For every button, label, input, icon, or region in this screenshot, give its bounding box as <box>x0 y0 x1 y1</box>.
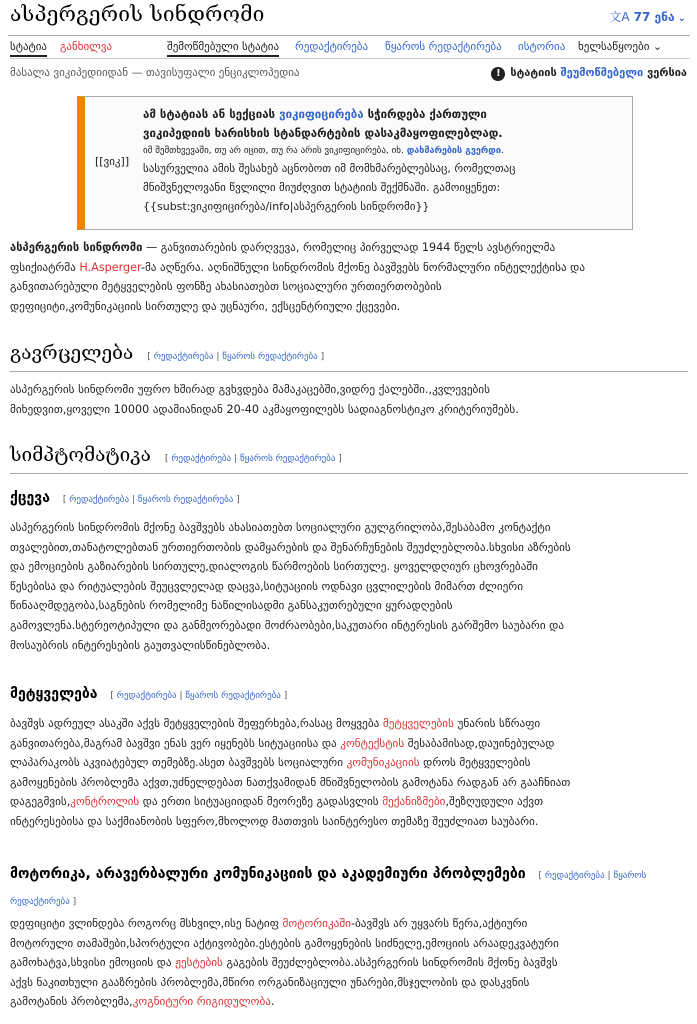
edit-source-link[interactable]: წყაროს რედაქტირება <box>137 495 234 505</box>
section-edit-links: [ რედაქტირება | წყაროს რედაქტირება ] <box>147 352 325 362</box>
motor-link[interactable]: მოტორიკაში <box>282 917 351 930</box>
communication-link[interactable]: კომუნიკაციის <box>346 756 420 770</box>
mechanisms-link[interactable]: მექანიზმები <box>382 795 446 809</box>
language-selector[interactable] <box>609 8 686 25</box>
motor-paragraph: დეფიციტი ვლინდება როგორც მსხვილ,ისე ნატიფ მოტორიკაში-ბავშვს არ უყვარს წერა,აქტიური მოტორული თამაშები,სპორტული აქტივობები.ესტების გამოყენების სიძნელე,ემოციის არაადეკვატური გამოხატვა,სხვისი ემოციის და ჟესტების გაგების შეუძლებლობა.ასპერგერის სინდრომის მქონე ბავშვს აქვს ნაკითხული გააზრების პრობლემა,მწირი ორგანიზაციული უნარები,მსჯელობის და დასკვნის გამოტანის პრობლემა,კოგნიტური რიგიდულობა. <box>10 917 559 1009</box>
edit-source-link[interactable]: წყაროს რედაქტირება <box>222 352 318 362</box>
article-subject: ასპერგერის სინდრომი <box>10 241 143 254</box>
cognitive-rigidity-link[interactable]: კოგნიტური რიგიდულობა <box>132 995 271 1009</box>
intro-paragraph: ასპერგერის სინდრომი — განვითარების დარღვევა, რომელიც პირველად 1944 წელს ავსტრიელმა ფსიქიატრმა H.Asperger-მა აღწერა. აღნიშნული სინდრომის მქონე ბავშვებს ნორმალური ინტელექტისა და განვითარებული მეტყველების ფონზე ახასიათებთ სოციალური ურთიერთობების დეფიციტი,კომუნიკაციის სირთულე და უცნაური, ექსცენტრიული ქცევები. <box>10 241 586 313</box>
notice-text: ამ სტატიას ან სექციას ვიკიფიცირება სჭირდება ქართული ვიკიპედიის ხარისხის სტანდარტების დასაკმაყოფილებლად. იმ შემთხვევაში, თუ არ იცით, თუ რა არის ვიკიფიცირება, იხ. დახმარების გვერდი. სასურველია ამის შესახებ აცნობოთ იმ მომხმარებლებსაც, რომელთაც მნიშვნელოვანი წვლილი მიუძღვით სტატიის შექმნაში. გამოიყენეთ: {{subst:ვიკიფიცირება/info|ასპერგერის სინდრომი}} <box>143 107 516 213</box>
wikify-notice <box>77 96 633 230</box>
section-edit-links: [ რედაქტირება | წყაროს რედაქტირება ] <box>110 691 288 701</box>
tab-article[interactable]: სტატია <box>10 40 47 57</box>
tools-label: ხელსაწყოები <box>578 40 650 53</box>
edit-link[interactable]: რედაქტირება <box>116 691 177 701</box>
edit-link[interactable]: რედაქტირება <box>544 871 605 881</box>
edit-link[interactable]: რედაქტირება <box>153 352 214 362</box>
tab-edit[interactable]: რედაქტირება <box>295 40 369 53</box>
asperger-link[interactable]: H.Asperger <box>79 260 141 274</box>
wiki-link-icon: [[ვიკ]] <box>95 155 130 168</box>
edit-link[interactable]: რედაქტირება <box>171 454 232 464</box>
speech-paragraph: ბავშვს ადრეულ ასაკში აქვს მეტყველების შეფერხება,რასაც მოყვება მეტყველების უნარის სწრაფი განვითარება,მაგრამ ბავშვი ენას ვერ იყენებს სიტუაციისა და კონტექსტის შესაბამისად,დაუინებულად ლაპარაკობს აკვიატებულ თემებზე.ასეთ ბავშვებს სოციალური კომუნიკაციის დროს მეტყველების გამოყენების პრობლემა აქვთ,უძნელდებათ ნათქვამიდან მნიშვნელობის გამოტანა რადგან არ გააჩნიათ დაგეგმვის,კონტროლის და ერთი სიტუაციიდან მეორეზე გადასვლის მექანიზმები,შეზღუდული აქვთ ინტერესებისა და საქმიანობის სფერო,მხოლოდ მათთვის საინტერესო თემაზე შეუძლიათ საუბარი. <box>10 717 571 828</box>
tab-edit-source[interactable]: წყაროს რედაქტირება <box>385 40 502 53</box>
edit-source-link[interactable]: წყაროს რედაქტირება <box>10 871 647 907</box>
wikify-link[interactable]: ვიკიფიცირება <box>279 107 364 121</box>
title-bar <box>8 2 690 36</box>
tab-talk[interactable]: განხილვა <box>60 40 113 53</box>
page-tabs <box>10 36 690 58</box>
unreviewed-link[interactable]: შეუმოწმებელი <box>560 66 644 79</box>
behavior-paragraph: ასპერგერის სინდრომის მქონე ბავშვებს ახასიათებთ სოციალური გულგრილობა,შესაბამო კონტაქტი თვალებით,თანატოლებთან ურთიერთობის დამყარების და შენარჩუნების შეუძლებლობა.სხვისი აზრების და ემოციების გაზიარების სირთულე,დიალოგის წარმოების სირთულე. ყოველდღიურ ცხოვრებაში წესებისა და რიტუალების შეუცვლელად დაცვა,სიტუაციის ოდნავი ცვლილების მიმართ ძლიერი წინააღმდეგობა,საგნების რომელიმე ნაწილისადმი განსაკუთრებული ყურადღების გამოვლენა.სტერეოტიპული და განმეორებადი მოძრაობები,საკუთარი ინტერესის გარშემო საუბარი და მოსაუბრის ინტერესების გაუთვალისწინებლობა. <box>10 521 571 652</box>
heading-spread: გავრცელება [ რედაქტირება | წყაროს რედაქტირება ] <box>10 342 688 372</box>
heading-symptoms: სიმპტომატიკა [ რედაქტირება | წყაროს რედაქტირება ] <box>10 444 688 474</box>
help-page-link[interactable]: დახმარების გვერდი <box>406 146 501 156</box>
control-link[interactable]: კონტროლის <box>70 795 140 809</box>
section-edit-links: [ რედაქტირება | წყაროს რედაქტირება ] <box>164 454 342 464</box>
chevron-down-icon: ⌄ <box>677 13 686 24</box>
context-link[interactable]: კონტექსტის <box>340 736 405 750</box>
page-title: ასპერგერის სინდრომი <box>10 2 265 26</box>
info-icon: ! <box>491 67 505 81</box>
translate-icon: 文A <box>609 10 630 24</box>
edit-source-link[interactable]: წყაროს რედაქტირება <box>185 691 281 701</box>
tab-history[interactable]: ისტორია <box>518 40 566 53</box>
site-tagline: მასალა ვიკიპედიიდან — თავისუფალი ენციკლოპედია <box>10 66 300 79</box>
section-edit-links: [ რედაქტირება | წყაროს რედაქტირება ] <box>10 871 647 907</box>
tools-menu[interactable] <box>578 40 662 53</box>
speech-link[interactable]: მეტყველების <box>382 717 454 730</box>
heading-motor: მოტორიკა, არავერბალური კომუნიკაციის და აკადემიური პრობლემები [ რედაქტირება | წყაროს რედაქტირება ] <box>10 866 647 907</box>
language-count: 77 ენა <box>633 10 675 24</box>
gestures-link[interactable]: ჟესტების <box>175 956 223 970</box>
tab-reviewed[interactable]: შემოწმებული სტატია <box>167 40 279 57</box>
edit-source-link[interactable]: წყაროს რედაქტირება <box>239 454 336 464</box>
edit-link[interactable]: რედაქტირება <box>69 495 130 505</box>
review-status: ! სტატიის შეუმოწმებელი ვერსია <box>491 66 687 81</box>
heading-behavior: ქცევა [ რედაქტირება | წყაროს რედაქტირება ] <box>10 490 240 506</box>
spread-paragraph: ასპერგერის სინდრომი უფრო ხშირად გვხვდება მამაკაცებში,ვიდრე ქალებში.,კვლევების მიხედვით,ყოველი 10000 ადამიანიდან 20-40 აკმაყოფილებს სადიაგნოსტიკო კრიტერიუმებს. <box>10 383 519 416</box>
heading-speech: მეტყველება [ რედაქტირება | წყაროს რედაქტირება ] <box>10 686 288 702</box>
chevron-down-icon: ⌄ <box>652 40 663 53</box>
section-edit-links: [ რედაქტირება | წყაროს რედაქტირება ] <box>62 495 240 505</box>
tabs-divider <box>10 58 690 59</box>
